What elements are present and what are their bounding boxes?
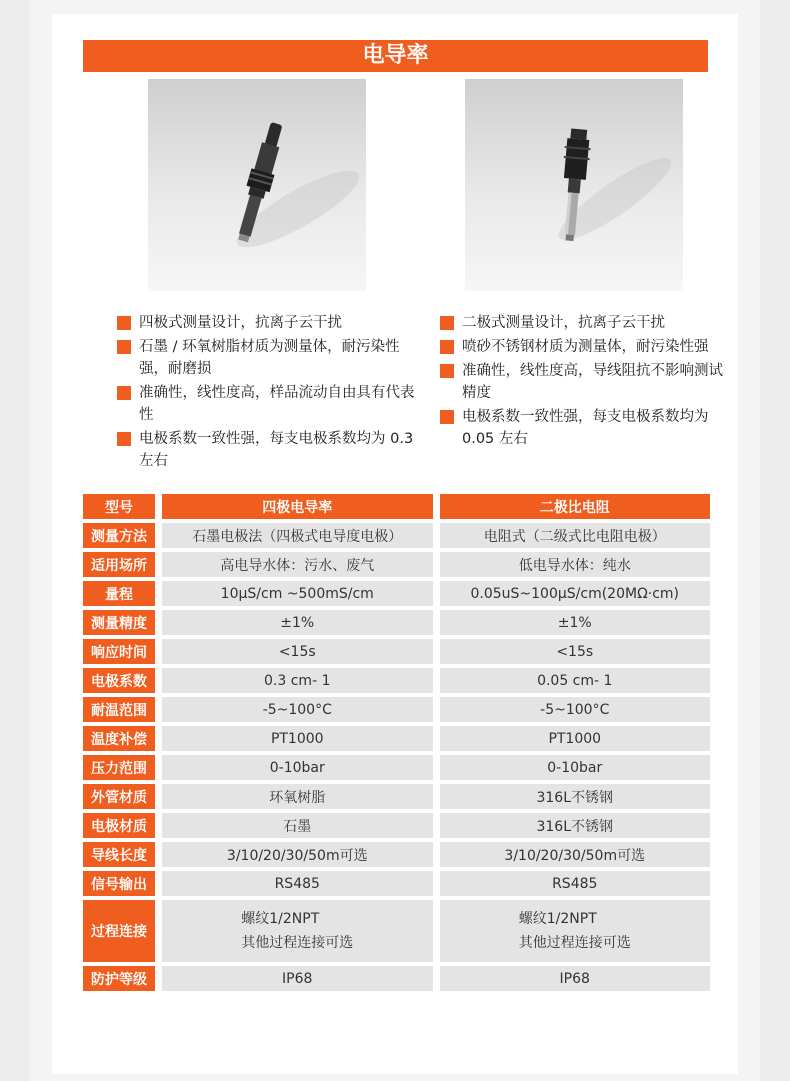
cell-two-electrode: IP68	[440, 966, 711, 991]
cell-two-electrode: RS485	[440, 871, 711, 896]
table-row	[83, 813, 710, 838]
cell-two-electrode: PT1000	[440, 726, 711, 751]
cell-two-electrode: 低电导水体：纯水	[440, 552, 711, 577]
cell-two-electrode: <15s	[440, 639, 711, 664]
row-label: 外管材质	[83, 784, 155, 809]
cell-two-electrode: 0-10bar	[440, 755, 711, 780]
table-row	[83, 610, 710, 635]
row-label: 信号输出	[83, 871, 155, 896]
two-electrode-probe-illustration	[465, 79, 683, 291]
cell-two-electrode: 3/10/20/30/50m可选	[440, 842, 711, 867]
feature-item: 石墨 / 环氧树脂材质为测量体，耐污染性强，耐磨损	[117, 336, 417, 380]
cell-two-electrode: 电阻式（二级式比电阻电极）	[440, 523, 711, 548]
table-row	[83, 900, 710, 962]
cell-two-electrode: ±1%	[440, 610, 711, 635]
cell-four-electrode: PT1000	[162, 726, 433, 751]
product-image-four-electrode	[148, 79, 366, 291]
bullet-square-icon	[117, 386, 131, 400]
cell-four-electrode: -5~100°C	[162, 697, 433, 722]
row-label: 测量精度	[83, 610, 155, 635]
cell-four-electrode: RS485	[162, 871, 433, 896]
feature-item: 准确性，线性度高，导线阻抗不影响测试精度	[440, 360, 730, 404]
cell-four-electrode: 0-10bar	[162, 755, 433, 780]
table-row	[83, 871, 710, 896]
row-label: 压力范围	[83, 755, 155, 780]
spec-table	[83, 490, 710, 995]
cell-two-electrode: 316L不锈钢	[440, 784, 711, 809]
bullet-square-icon	[440, 316, 454, 330]
row-label: 测量方法	[83, 523, 155, 548]
table-row	[83, 668, 710, 693]
feature-list-four-electrode	[117, 312, 417, 474]
table-row	[83, 784, 710, 809]
row-label: 型号	[83, 494, 155, 519]
row-label: 防护等级	[83, 966, 155, 991]
cell-four-electrode: 螺纹1/2NPT 其他过程连接可选	[162, 900, 433, 962]
table-row	[83, 842, 710, 867]
row-label: 量程	[83, 581, 155, 606]
feature-item: 二极式测量设计，抗离子云干扰	[440, 312, 730, 334]
cell-two-electrode: 316L不锈钢	[440, 813, 711, 838]
feature-item: 喷砂不锈钢材质为测量体，耐污染性强	[440, 336, 730, 358]
column-header-two-electrode: 二极比电阻	[440, 494, 711, 519]
bullet-square-icon	[117, 432, 131, 446]
feature-item: 电极系数一致性强，每支电极系数均为 0.05 左右	[440, 406, 730, 450]
cell-four-electrode: IP68	[162, 966, 433, 991]
bullet-square-icon	[440, 410, 454, 424]
row-label: 导线长度	[83, 842, 155, 867]
cell-four-electrode: 0.3 cm- 1	[162, 668, 433, 693]
table-header-row	[83, 494, 710, 519]
column-header-four-electrode: 四极电导率	[162, 494, 433, 519]
row-label: 温度补偿	[83, 726, 155, 751]
row-label: 适用场所	[83, 552, 155, 577]
cell-four-electrode: 石墨电极法（四极式电导度电极）	[162, 523, 433, 548]
cell-four-electrode: ±1%	[162, 610, 433, 635]
cell-four-electrode: 3/10/20/30/50m可选	[162, 842, 433, 867]
four-electrode-probe-illustration	[148, 79, 366, 291]
row-label: 耐温范围	[83, 697, 155, 722]
cell-four-electrode: 石墨	[162, 813, 433, 838]
row-label: 电极材质	[83, 813, 155, 838]
cell-four-electrode: 高电导水体：污水、废气	[162, 552, 433, 577]
cell-two-electrode: 螺纹1/2NPT 其他过程连接可选	[440, 900, 711, 962]
bullet-square-icon	[117, 340, 131, 354]
feature-item: 四极式测量设计，抗离子云干扰	[117, 312, 417, 334]
feature-list-two-electrode	[440, 312, 730, 452]
table-row	[83, 966, 710, 991]
cell-two-electrode: 0.05 cm- 1	[440, 668, 711, 693]
bullet-square-icon	[440, 364, 454, 378]
table-row	[83, 552, 710, 577]
table-row	[83, 639, 710, 664]
cell-four-electrode: <15s	[162, 639, 433, 664]
bullet-square-icon	[117, 316, 131, 330]
table-row	[83, 697, 710, 722]
bullet-square-icon	[440, 340, 454, 354]
feature-item: 准确性，线性度高，样品流动自由具有代表性	[117, 382, 417, 426]
table-row	[83, 523, 710, 548]
table-row	[83, 726, 710, 751]
row-label: 过程连接	[83, 900, 155, 962]
cell-two-electrode: -5~100°C	[440, 697, 711, 722]
cell-four-electrode: 10μS/cm ~500mS/cm	[162, 581, 433, 606]
page-title: 电导率	[83, 40, 708, 72]
feature-item: 电极系数一致性强，每支电极系数均为 0.3 左右	[117, 428, 417, 472]
table-row	[83, 581, 710, 606]
table-row	[83, 755, 710, 780]
cell-four-electrode: 环氧树脂	[162, 784, 433, 809]
product-image-two-electrode	[465, 79, 683, 291]
row-label: 电极系数	[83, 668, 155, 693]
cell-two-electrode: 0.05uS~100μS/cm(20MΩ·cm)	[440, 581, 711, 606]
row-label: 响应时间	[83, 639, 155, 664]
